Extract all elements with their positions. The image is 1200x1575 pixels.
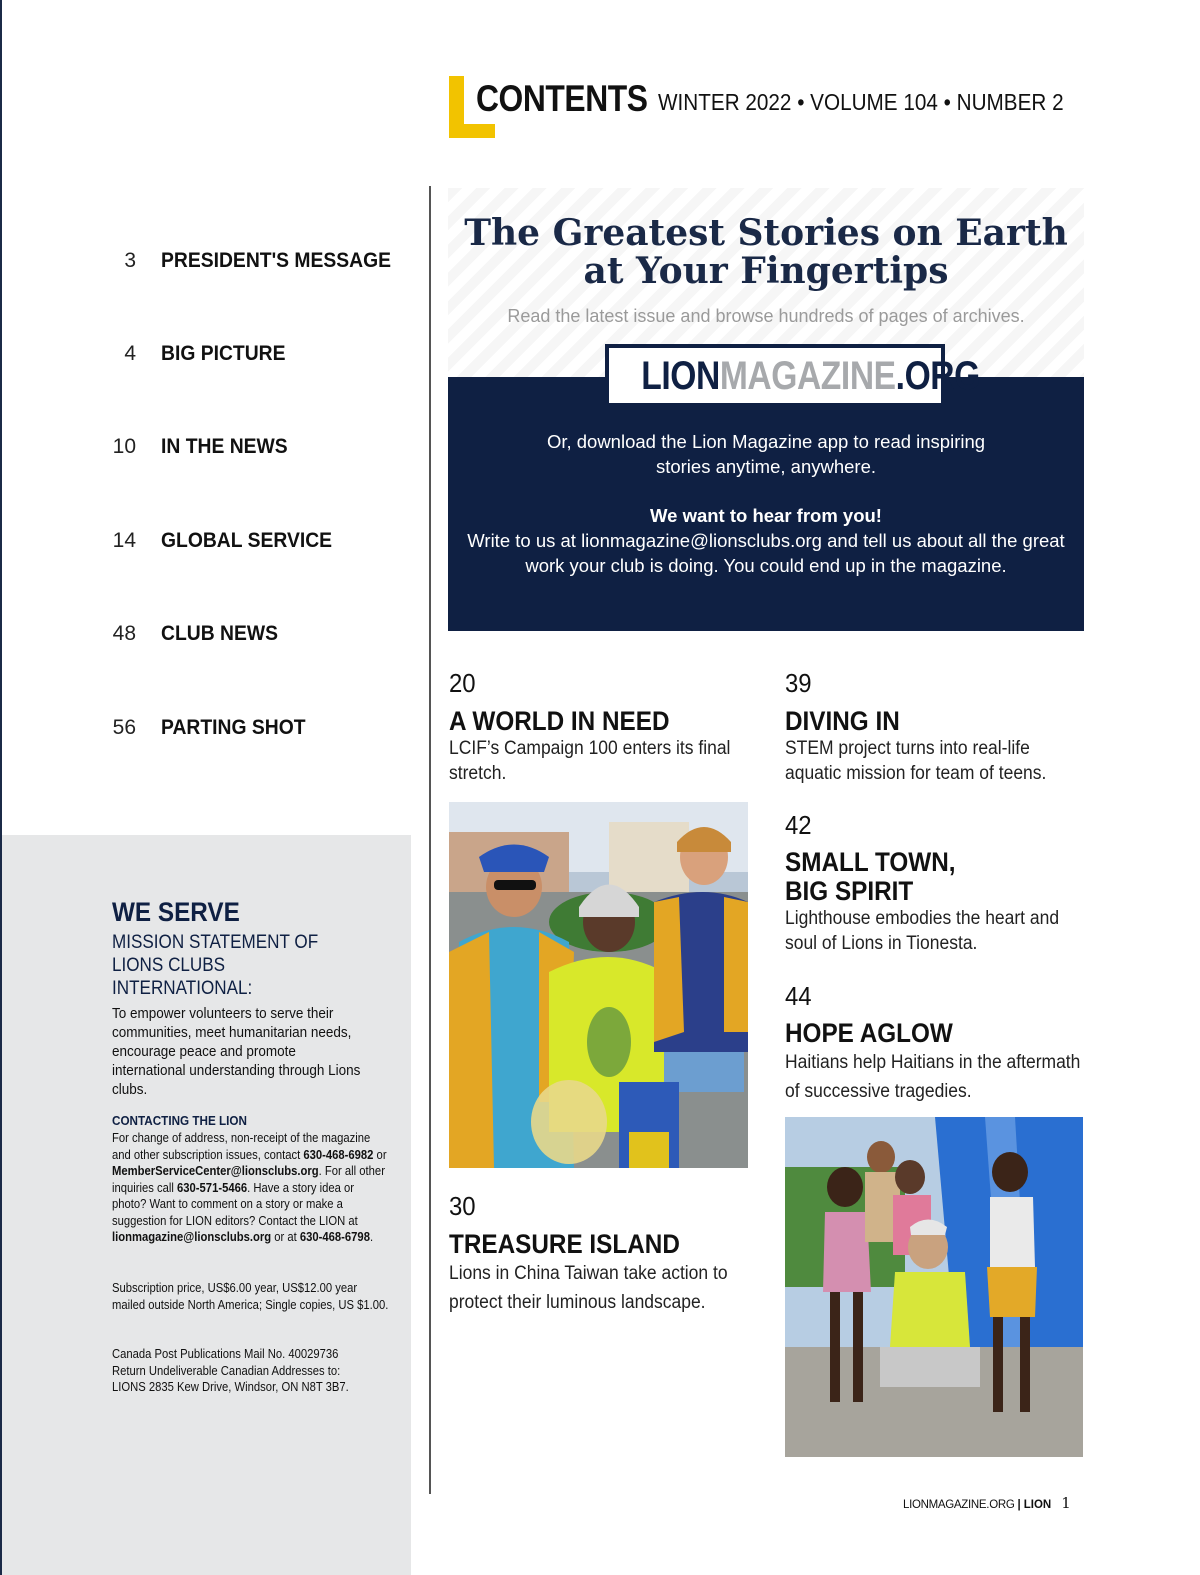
lionmagazine-logo-link[interactable]: [605, 344, 980, 407]
logo-text-magazine: MAGAZINE: [719, 354, 896, 398]
promo-hear-text: [448, 528, 1084, 578]
footer-site[interactable]: LIONMAGAZINE.ORG: [903, 1499, 1015, 1511]
footer-brand: LION: [1023, 1499, 1052, 1511]
postal-line: LIONS 2835 Kew Drive, Windsor, ON N8T 3B7.: [112, 1380, 349, 1394]
contact-email-link[interactable]: MemberServiceCenter@lionsclubs.org: [112, 1164, 319, 1178]
story-title[interactable]: [785, 848, 956, 906]
mission-panel: [2, 835, 411, 1575]
toc-item[interactable]: [100, 622, 420, 652]
contact-email-link[interactable]: lionmagazine@lionsclubs.org: [112, 1230, 272, 1244]
contact-phone[interactable]: 630-468-6982: [303, 1147, 374, 1162]
column-divider: [429, 186, 431, 1494]
story-page-number: 44: [785, 981, 812, 1011]
subscription-text: Subscription price, US$6.00 year, US$12.00 year mailed outside North America; Single copies, US $1.00.: [112, 1281, 389, 1312]
toc-page-number: 56: [112, 716, 136, 739]
story-description: LCIF’s Campaign 100 enters its final stretch.: [449, 738, 731, 784]
story-title[interactable]: HOPE AGLOW: [785, 1018, 953, 1048]
toc-title: PRESIDENT'S MESSAGE: [161, 249, 392, 272]
story-page-number: 20: [449, 668, 476, 698]
story-description: STEM project turns into real-life aquatic mission for team of teens.: [785, 738, 1047, 784]
story-title[interactable]: DIVING IN: [785, 706, 900, 736]
contact-text-part: or: [373, 1147, 387, 1162]
issue-info: WINTER 2022 • VOLUME 104 • NUMBER 2: [658, 89, 1064, 115]
toc-page-number: 14: [112, 529, 136, 552]
contact-phone[interactable]: 630-468-6798: [299, 1230, 370, 1244]
contact-text: [112, 1130, 391, 1246]
story-title[interactable]: TREASURE ISLAND: [449, 1229, 680, 1259]
toc-title: BIG PICTURE: [161, 342, 286, 365]
story-page-number: 42: [785, 810, 812, 840]
promo-app-line: stories anytime, anywhere.: [655, 456, 877, 477]
mission-statement: To empower volunteers to serve their communities, meet humanitarian needs, encourage peace and promote international understanding through Lions clubs.: [112, 1005, 361, 1098]
postal-line: Canada Post Publications Mail No. 40029736: [112, 1347, 339, 1361]
story-title-line: BIG SPIRIT: [785, 876, 914, 906]
promo-subhead: Read the latest issue and browse hundreds of pages of archives.: [507, 306, 1025, 326]
toc-page-number: 10: [112, 435, 136, 458]
promo-box: [448, 188, 1084, 631]
mission-subheading: MISSION STATEMENT OF LIONS CLUBS INTERNATIONAL:: [112, 932, 319, 999]
promo-app-line: Or, download the Lion Magazine app to read inspiring: [546, 431, 986, 452]
promo-hear-heading: We want to hear from you!: [650, 505, 882, 526]
logo-text-lion: LION: [641, 354, 720, 398]
contact-phone[interactable]: 630-571-5466: [177, 1180, 248, 1195]
promo-headline: [448, 214, 1084, 290]
story-page-number: 30: [449, 1191, 476, 1221]
story-title-line: SMALL TOWN,: [785, 847, 956, 877]
toc-title: IN THE NEWS: [161, 435, 288, 458]
contact-text-part: For change of address, non-receipt of the magazine and other subscription issues, contact: [112, 1131, 371, 1162]
contact-text-part: .: [369, 1230, 374, 1244]
story-page-number: 39: [785, 668, 812, 698]
toc-item[interactable]: [100, 435, 420, 465]
promo-headline-line: at Your Fingertips: [583, 250, 949, 292]
story-description: Lighthouse embodies the heart and soul of Lions in Tionesta.: [785, 908, 1060, 954]
toc-title: GLOBAL SERVICE: [161, 529, 333, 552]
story-description: Haitians help Haitians in the aftermath of successive tragedies.: [785, 1052, 1081, 1102]
story-title[interactable]: A WORLD IN NEED: [449, 706, 670, 736]
page-footer: [903, 1494, 1071, 1512]
postal-text: [112, 1346, 391, 1396]
contact-text-part: or at: [271, 1230, 300, 1244]
toc-item[interactable]: [100, 716, 420, 746]
contents-title: CONTENTS: [476, 78, 648, 119]
volunteers-photo: [449, 802, 748, 1168]
mission-title: WE SERVE: [112, 897, 240, 927]
postal-line: Return Undeliverable Canadian Addresses to:: [112, 1363, 341, 1378]
story-description: Lions in China Taiwan take action to protect their luminous landscape.: [449, 1263, 728, 1313]
toc-item[interactable]: [100, 529, 420, 559]
promo-headline-line: The Greatest Stories on Earth: [464, 212, 1068, 254]
contact-heading: CONTACTING THE LION: [112, 1113, 247, 1128]
logo-text-org: .ORG: [895, 354, 980, 398]
haiti-photo: [785, 1117, 1083, 1457]
toc-page-number: 3: [124, 249, 136, 272]
toc-item[interactable]: [100, 342, 420, 372]
contact-text-part: . For all other inquiries call: [112, 1164, 385, 1195]
promo-hear-line: work your club is doing. You could end up in the magazine.: [525, 555, 1007, 576]
toc-title: PARTING SHOT: [161, 716, 306, 739]
page-number: 1: [1061, 1494, 1071, 1512]
toc-title: CLUB NEWS: [161, 622, 278, 645]
toc-page-number: 48: [112, 622, 136, 645]
footer-separator: |: [1017, 1499, 1021, 1511]
promo-hear-line: Write to us at lionmagazine@lionsclubs.org and tell us about all the great: [467, 530, 1065, 551]
toc-item[interactable]: [100, 249, 420, 279]
toc-page-number: 4: [124, 342, 136, 365]
contact-text-part: . Have a story idea or photo? Want to comment on a story or make a suggestion for LION editors? Contact the LION at: [112, 1180, 358, 1228]
promo-app-text: [448, 429, 1084, 479]
